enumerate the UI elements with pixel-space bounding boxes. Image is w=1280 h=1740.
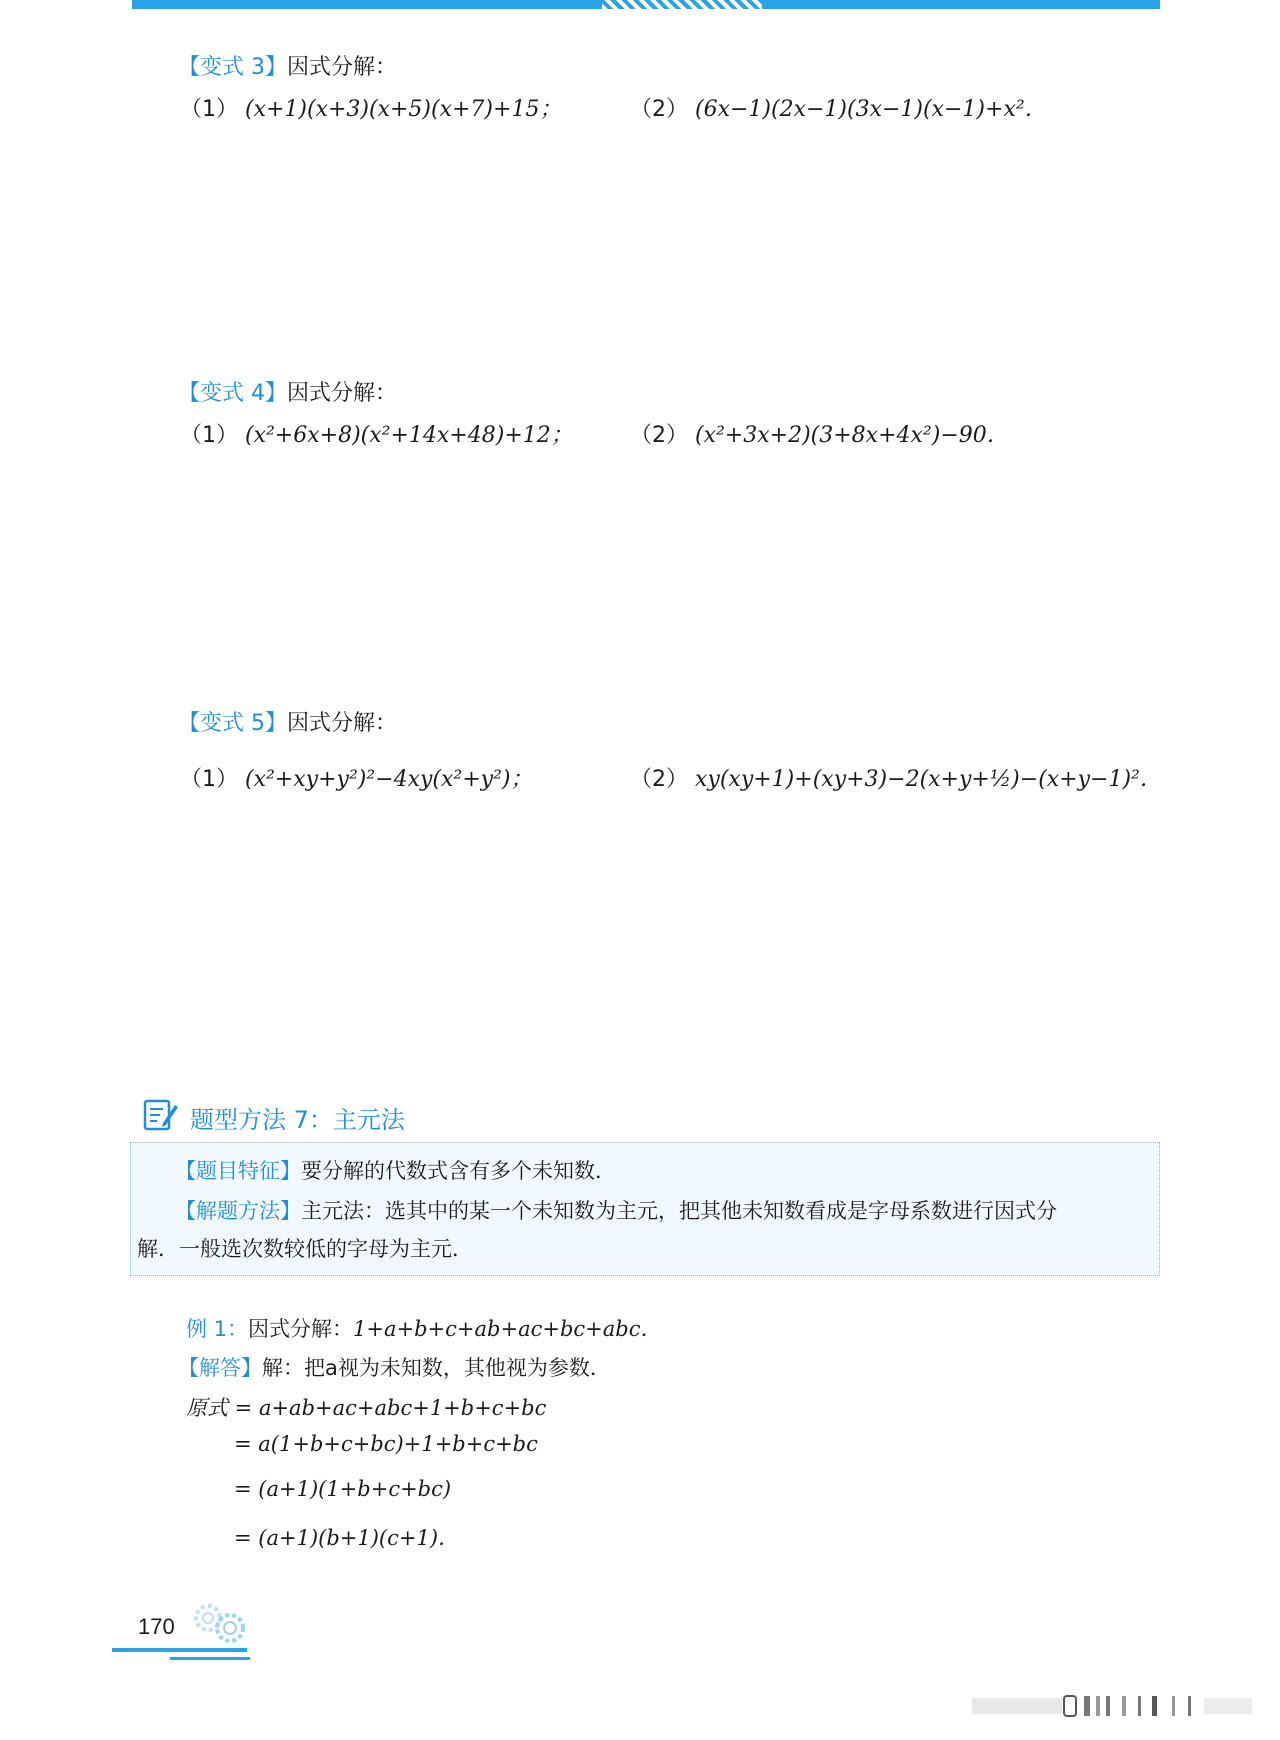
barcode-watermark bbox=[972, 1694, 1252, 1718]
variant-3-heading bbox=[178, 50, 397, 81]
method-tip-box bbox=[130, 1142, 1160, 1276]
variant-3-item-2 bbox=[630, 92, 1047, 123]
variant-5-heading bbox=[178, 706, 397, 737]
example-prompt bbox=[186, 1313, 661, 1343]
variant-5-item-1 bbox=[180, 762, 533, 793]
solution-step-1: 原式 = a+ab+ac+abc+1+b+c+bc bbox=[186, 1396, 547, 1420]
variant-5-item-2 bbox=[630, 762, 1162, 793]
approach-line-2: 解．一般选次数较低的字母为主元． bbox=[137, 1237, 473, 1261]
gear-decoration-icon bbox=[188, 1600, 250, 1648]
variant-5-heading-text: 因式分解： bbox=[287, 711, 398, 736]
answer-tag: 【解答】 bbox=[178, 1356, 262, 1380]
feature-tag: 【题目特征】 bbox=[175, 1159, 301, 1183]
item-index: （2） bbox=[630, 97, 688, 122]
footer-bar-accent bbox=[170, 1657, 250, 1660]
item-index: （2） bbox=[630, 423, 688, 448]
item-index: （2） bbox=[630, 767, 688, 792]
answer-line bbox=[178, 1352, 611, 1382]
variant-4-tag: 【变式 4】 bbox=[178, 381, 287, 406]
solution-step-4: = (a+1)(b+1)(c+1)． bbox=[234, 1526, 460, 1550]
example-prompt-text: 因式分解： bbox=[248, 1317, 354, 1341]
footer-bar bbox=[112, 1648, 247, 1652]
math-expression: (x²+3x+2)(3+8x+4x²)−90． bbox=[695, 423, 1009, 448]
example-label: 例 1： bbox=[186, 1317, 249, 1341]
approach-line bbox=[175, 1195, 1057, 1225]
math-expression: xy(xy+1)+(xy+3)−2(x+y+½)−(x+y−1)²． bbox=[695, 767, 1162, 792]
item-index: （1） bbox=[180, 97, 238, 122]
page-number: 170 bbox=[138, 1614, 175, 1639]
variant-4-heading bbox=[178, 376, 397, 407]
math-expression: (x²+xy+y²)²−4xy(x²+y²)； bbox=[245, 767, 533, 792]
variant-4-heading-text: 因式分解： bbox=[287, 381, 398, 406]
solution-step-2: = a(1+b+c+bc)+1+b+c+bc bbox=[234, 1432, 538, 1456]
math-expression: (x+1)(x+3)(x+5)(x+7)+15； bbox=[245, 97, 562, 122]
math-expression: (x²+6x+8)(x²+14x+48)+12； bbox=[245, 423, 573, 448]
variant-3-heading-text: 因式分解： bbox=[287, 55, 398, 80]
variant-3-tag: 【变式 3】 bbox=[178, 55, 287, 80]
variant-3-item-1 bbox=[180, 92, 561, 123]
top-decorative-bar bbox=[132, 0, 1160, 9]
edit-note-icon bbox=[143, 1097, 179, 1131]
item-index: （1） bbox=[180, 423, 238, 448]
solution-step-3: = (a+1)(1+b+c+bc) bbox=[234, 1477, 452, 1501]
variant-5-tag: 【变式 5】 bbox=[178, 711, 287, 736]
example-expression: 1+a+b+c+ab+ac+bc+abc． bbox=[353, 1317, 662, 1341]
feature-line bbox=[175, 1155, 616, 1185]
method-title: 题型方法 7：主元法 bbox=[190, 1106, 405, 1134]
variant-4-item-1 bbox=[180, 418, 573, 449]
answer-text: 解：把a视为未知数，其他视为参数． bbox=[262, 1356, 611, 1380]
approach-text-1: 主元法：选其中的某一个未知数为主元，把其他未知数看成是字母系数进行因式分 bbox=[301, 1199, 1057, 1223]
approach-tag: 【解题方法】 bbox=[175, 1199, 301, 1223]
variant-4-item-2 bbox=[630, 418, 1009, 449]
item-index: （1） bbox=[180, 767, 238, 792]
math-expression: (6x−1)(2x−1)(3x−1)(x−1)+x²． bbox=[695, 97, 1047, 122]
feature-text: 要分解的代数式含有多个未知数． bbox=[301, 1159, 616, 1183]
